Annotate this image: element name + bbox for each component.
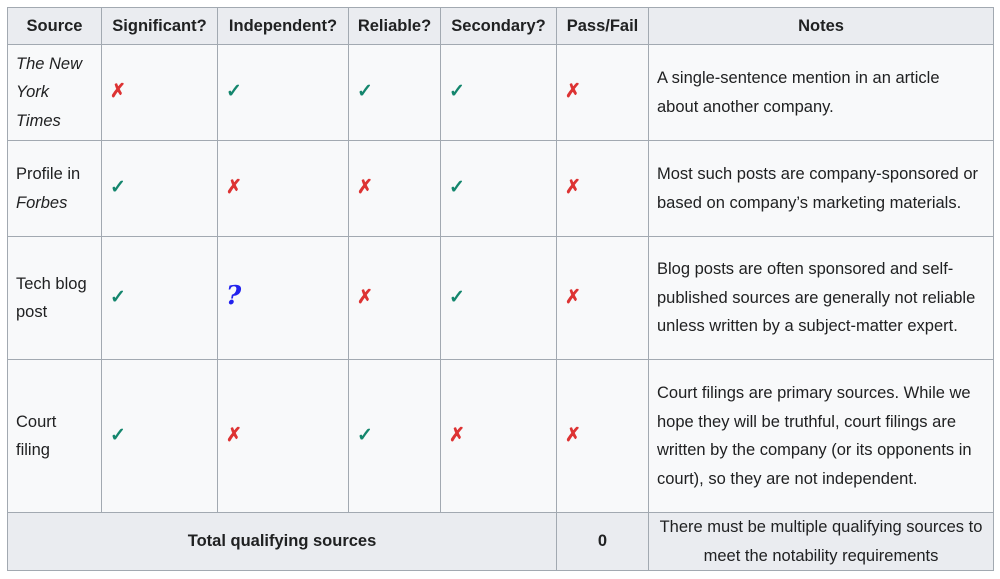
header-independent: Independent? [218, 8, 349, 45]
total-row [8, 513, 994, 571]
header-notes: Notes [649, 8, 994, 45]
cross-icon: ✗ [565, 81, 581, 103]
table-row [8, 237, 994, 360]
reliable-mark [349, 360, 441, 513]
header-significant: Significant? [102, 8, 218, 45]
independent-mark [218, 45, 349, 141]
significant-mark [102, 45, 218, 141]
cross-icon: ✗ [565, 424, 581, 446]
check-icon: ✓ [226, 81, 242, 103]
table-row [8, 141, 994, 237]
independent-mark [218, 360, 349, 513]
header-row [8, 8, 994, 45]
check-icon: ✓ [110, 424, 126, 446]
total-count: 0 [557, 513, 649, 571]
secondary-mark [441, 45, 557, 141]
source-title: The New York Times [16, 54, 83, 130]
check-icon: ✓ [449, 286, 465, 308]
source-cell [8, 45, 102, 141]
source-cell [8, 360, 102, 513]
table-row [8, 360, 994, 513]
notes-cell: A single-sentence mention in an article about another company. [649, 45, 994, 141]
question-icon: ? [226, 281, 242, 312]
reliable-mark [349, 237, 441, 360]
cross-icon: ✗ [357, 177, 373, 199]
source-prefix: Tech blog post [16, 274, 87, 321]
check-icon: ✓ [449, 81, 465, 103]
notes-cell: Most such posts are company-sponsored or based on company’s marketing materials. [649, 141, 994, 237]
header-source: Source [8, 8, 102, 45]
header-secondary: Secondary? [441, 8, 557, 45]
cross-icon: ✗ [449, 424, 465, 446]
cross-icon: ✗ [565, 286, 581, 308]
independent-mark [218, 141, 349, 237]
sources-assessment-table [7, 7, 994, 571]
cross-icon: ✗ [357, 286, 373, 308]
source-prefix: Profile in [16, 165, 81, 183]
source-cell [8, 237, 102, 360]
reliable-mark [349, 141, 441, 237]
significant-mark [102, 237, 218, 360]
cross-icon: ✗ [226, 177, 242, 199]
source-prefix: Court filing [16, 412, 57, 459]
pass-fail-mark [557, 141, 649, 237]
independent-mark [218, 237, 349, 360]
check-icon: ✓ [110, 286, 126, 308]
secondary-mark [441, 360, 557, 513]
check-icon: ✓ [110, 177, 126, 199]
source-cell [8, 141, 102, 237]
cross-icon: ✗ [565, 177, 581, 199]
notes-cell: Court filings are primary sources. While we hope they will be truthful, court filings are written by the company (or its opponents in court), so they are not independent. [649, 360, 994, 513]
cross-icon: ✗ [226, 424, 242, 446]
significant-mark [102, 360, 218, 513]
header-reliable: Reliable? [349, 8, 441, 45]
notes-cell: Blog posts are often sponsored and self-published sources are generally not reliable unless written by a subject-matter expert. [649, 237, 994, 360]
significant-mark [102, 141, 218, 237]
secondary-mark [441, 237, 557, 360]
check-icon: ✓ [357, 424, 373, 446]
total-label: Total qualifying sources [8, 513, 557, 571]
check-icon: ✓ [449, 177, 465, 199]
pass-fail-mark [557, 360, 649, 513]
table-row [8, 45, 994, 141]
cross-icon: ✗ [110, 81, 126, 103]
check-icon: ✓ [357, 81, 373, 103]
secondary-mark [441, 141, 557, 237]
source-title: Forbes [16, 193, 68, 212]
total-note: There must be multiple qualifying sources to meet the notability requirements [649, 513, 994, 571]
header-pass-fail: Pass/Fail [557, 8, 649, 45]
reliable-mark [349, 45, 441, 141]
pass-fail-mark [557, 237, 649, 360]
pass-fail-mark [557, 45, 649, 141]
